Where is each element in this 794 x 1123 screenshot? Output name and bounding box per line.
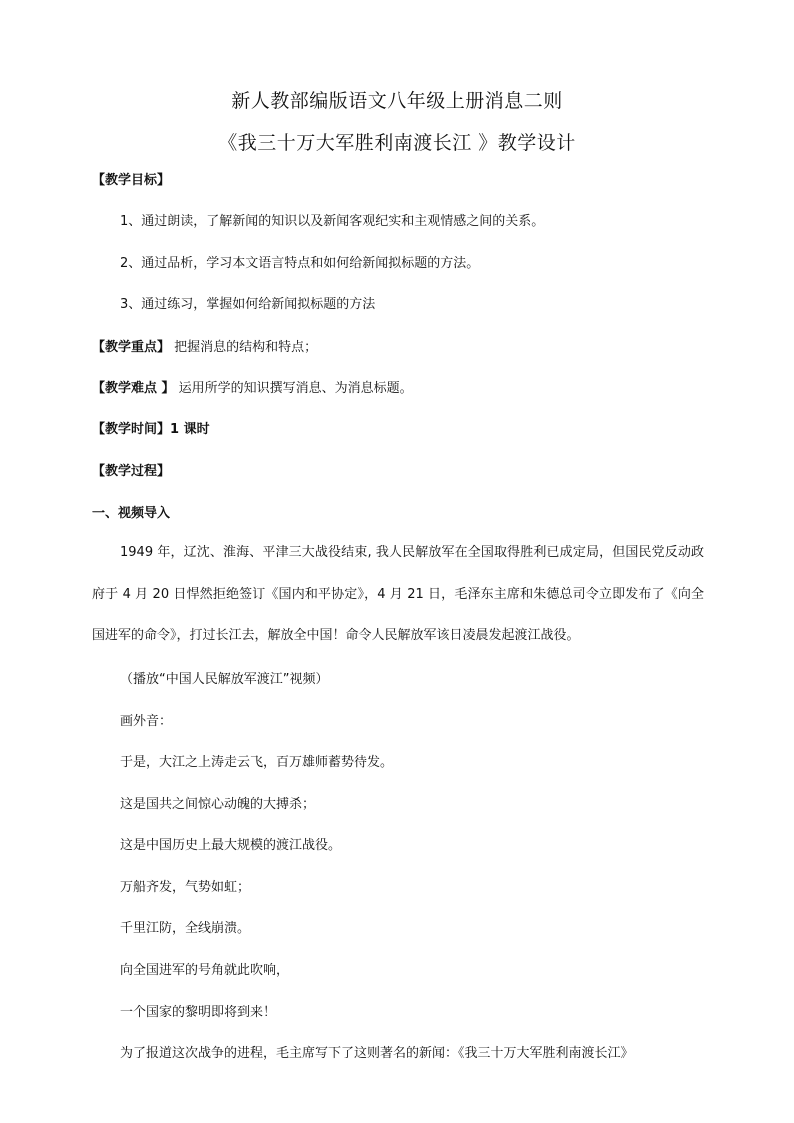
difficulty-label: 【教学难点 】 — [92, 381, 175, 396]
voiceover-line-6: 向全国进军的号角就此吹响， — [120, 963, 290, 978]
process-heading: 【教学过程】 — [92, 464, 171, 479]
voiceover-label: 画外音： — [120, 714, 173, 729]
section-1-heading: 一、视频导入 — [92, 506, 171, 521]
key-point-text: 把握消息的结构和特点； — [170, 340, 318, 355]
objectives-heading: 【教学目标】 — [92, 173, 171, 188]
voiceover-line-5: 千里江防，全线崩溃。 — [120, 921, 251, 936]
voiceover-line-7: 一个国家的黎明即将到来！ — [120, 1005, 277, 1020]
difficulty-line — [92, 380, 413, 398]
document-title-line-1: 新人教部编版语文八年级上册消息二则 — [231, 90, 563, 112]
voiceover-line-2: 这是国共之间惊心动魄的大搏杀； — [120, 797, 316, 812]
key-point-line — [92, 339, 317, 357]
video-note: （播放“中国人民解放军渡江”视频） — [120, 672, 329, 687]
teaching-time: 【教学时间】1 课时 — [92, 422, 210, 437]
voiceover-line-1: 于是，大江之上涛走云飞，百万雄师蓄势待发。 — [120, 755, 394, 770]
objective-item-2: 2、通过品析，学习本文语言特点和如何给新闻拟标题的方法。 — [120, 256, 480, 271]
voiceover-line-4: 万船齐发，气势如虹； — [120, 880, 251, 895]
objective-item-3: 3、通过练习，掌握如何给新闻拟标题的方法 — [120, 297, 376, 312]
difficulty-text: 运用所学的知识撰写消息、为消息标题。 — [174, 381, 413, 396]
intro-paragraph: 1949 年，辽沈、淮海、平津三大战役结束, 我人民解放军在全国取得胜利已成定局，但国民党反动政府于 4 月 20 日悍然拒绝签订《国内和平协定》，4 月 21 日，毛泽东主席和朱德总司令立即发布了《向全国进军的命令》，打过长江去，解放全中国！命令人民解放军该日凌晨发起渡江战役。 — [92, 545, 704, 643]
key-point-label: 【教学重点】 — [92, 340, 171, 355]
objective-item-1: 1、通过朗读，了解新闻的知识以及新闻客观纪实和主观情感之间的关系。 — [120, 214, 545, 229]
closing-line: 为了报道这次战争的进程，毛主席写下了这则著名的新闻：《我三十万大军胜利南渡长江》 — [120, 1046, 634, 1061]
voiceover-line-3: 这是中国历史上最大规模的渡江战役。 — [120, 838, 342, 853]
document-title-line-2: 《我三十万大军胜利南渡长江 》教学设计 — [218, 132, 576, 154]
